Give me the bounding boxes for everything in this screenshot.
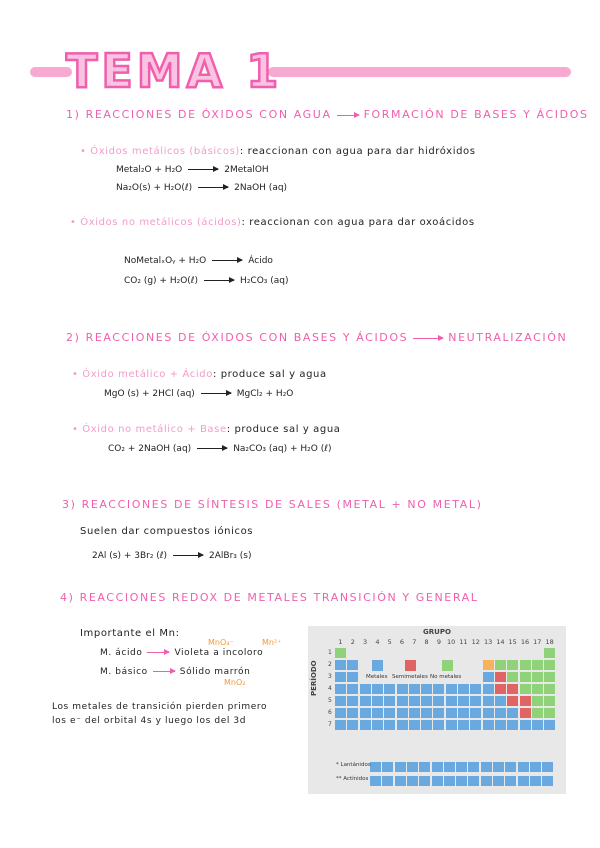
element-cell [507,708,518,718]
element-cell [335,684,346,694]
section-2-a-label: • Óxido metálico + Ácido [72,369,213,380]
f-block-cell [382,762,393,772]
title-right-bar [268,67,571,77]
f-block-cell [530,762,541,772]
period-number: 1 [328,649,332,656]
element-cell [372,720,383,730]
f-block-cell [505,762,516,772]
mn-basic-label: M. básico [100,667,148,677]
arrow-icon [201,393,231,394]
element-cell [520,720,531,730]
element-cell [409,684,420,694]
mn-basic-result: Sólido marrón [179,667,251,677]
f-block-cell [542,776,553,786]
lanthanides-label: * Lantánidos [336,762,371,768]
element-cell [335,672,346,682]
element-cell [384,684,395,694]
group-number: 1 [338,638,343,646]
arrow-icon [413,338,443,339]
legend-semimetales: Semimetales [392,674,428,680]
section-1-heading [66,108,589,121]
element-cell [520,696,531,706]
element-cell [544,648,555,658]
period-number: 3 [328,673,332,680]
f-block-cell [468,776,479,786]
group-number: 4 [375,638,380,646]
f-block-cell [432,776,443,786]
section-3-text: Suelen dar compuestos iónicos [80,526,254,537]
element-cell [458,720,469,730]
f-block-cell [456,762,467,772]
section-2-heading [66,331,567,344]
element-cell [532,660,543,670]
element-cell [372,708,383,718]
element-cell [470,696,481,706]
element-cell [421,720,432,730]
element-cell [532,708,543,718]
mn-acid-line [100,648,263,658]
group-number: 10 [447,638,456,646]
element-cell [544,660,555,670]
element-cell [372,696,383,706]
element-cell [495,708,506,718]
period-number: 7 [328,721,332,728]
equation-left: CO₂ (g) + H₂O(ℓ) [124,276,199,286]
mn-basic-line [100,667,250,677]
element-cell [495,672,506,682]
element-cell [347,720,358,730]
element-cell [544,684,555,694]
periodic-table [308,626,566,794]
arrow-icon [212,260,242,261]
element-cell [335,648,346,658]
f-block-cell [518,762,529,772]
group-number: 2 [350,638,355,646]
equation-left: MgO (s) + 2HCl (aq) [104,389,195,399]
f-block-cell [370,762,381,772]
element-cell [446,720,457,730]
equation-left: Na₂O(s) + H₂O(ℓ) [116,183,193,193]
element-cell [347,684,358,694]
element-cell [495,696,506,706]
period-number: 5 [328,697,332,704]
element-cell [360,696,371,706]
section-1-b-line [70,217,475,228]
element-cell [433,720,444,730]
element-cell [335,708,346,718]
f-block-cell [395,776,406,786]
arrow-icon [337,115,359,116]
group-number: 17 [533,638,542,646]
element-cell [544,708,555,718]
element-cell [520,660,531,670]
element-cell [495,660,506,670]
element-cell [433,684,444,694]
section-1-result: FORMACIÓN DE BASES Y ÁCIDOS [363,108,589,121]
section-4-heading: 4) REACCIONES REDOX DE METALES TRANSICIÓN Y GENERAL [60,591,479,604]
f-block-cell [395,762,406,772]
element-cell [532,720,543,730]
element-cell [532,672,543,682]
element-cell [520,708,531,718]
element-cell [446,708,457,718]
element-cell [458,696,469,706]
element-cell [397,684,408,694]
element-cell [347,696,358,706]
element-cell [544,720,555,730]
group-number: 11 [459,638,468,646]
group-number: 13 [483,638,493,646]
mno2-note: MnO₂ [224,678,246,687]
equation-left: Metal₂O + H₂O [116,165,183,175]
equation-right: 2NaOH (aq) [234,183,288,193]
f-block-cell [530,776,541,786]
element-cell [483,696,494,706]
element-cell [347,660,358,670]
section-2-title: 2) REACCIONES DE ÓXIDOS CON BASES Y ÁCIDOS [66,331,409,344]
f-block-cell [370,776,381,786]
element-cell [360,684,371,694]
mn-acid-label: M. ácido [100,648,143,658]
group-number: 8 [424,638,429,646]
mn-important: Importante el Mn: [80,628,180,639]
f-block-cell [481,776,492,786]
group-number: 14 [496,638,505,646]
element-cell [532,696,543,706]
equation-right: Ácido [248,256,273,266]
element-cell [507,672,518,682]
element-cell [335,696,346,706]
element-cell [495,684,506,694]
legend-semimetal-swatch [405,660,416,671]
group-number: 3 [363,638,368,646]
element-cell [507,720,518,730]
element-cell [360,720,371,730]
f-block-cell [518,776,529,786]
element-cell [372,684,383,694]
transition-note-line-2: los e⁻ del orbital 4s y luego los del 3d [52,716,247,726]
f-block-cell [382,776,393,786]
section-1-a-text: : reaccionan con agua para dar hidróxidos [239,146,476,157]
element-cell [544,672,555,682]
element-cell [483,720,494,730]
group-number: 6 [399,638,405,646]
f-block-cell [432,762,443,772]
arrow-icon [198,187,228,188]
element-cell [409,696,420,706]
f-block-cell [444,776,455,786]
element-cell [347,672,358,682]
element-cell [507,660,518,670]
mno4-note: MnO₄⁻ [208,638,234,647]
element-cell [470,720,481,730]
f-block-cell [481,762,492,772]
f-block-cell [542,762,553,772]
f-block-cell [444,762,455,772]
element-cell [384,696,395,706]
section-2-b-label: • Óxido no metálico + Base [72,424,227,435]
period-number: 4 [328,685,332,692]
equation-right: MgCl₂ + H₂O [236,389,294,399]
group-label: GRUPO [423,628,451,636]
group-number: 12 [471,638,480,646]
section-3-heading: 3) REACCIONES DE SÍNTESIS DE SALES (METAL + NO METAL) [62,498,483,511]
group-number: 18 [545,638,554,646]
group-number: 16 [520,638,530,646]
f-block-cell [419,776,430,786]
period-label: PERÍODO [310,660,318,696]
legend-nometal-swatch [442,660,453,671]
equation-right: 2AlBr₃ (s) [209,551,252,561]
element-cell [470,684,481,694]
f-block-cell [419,762,430,772]
element-cell [347,708,358,718]
legend-nometales: No metales [430,674,462,680]
section-1-a-label: • Óxidos metálicos (básicos) [80,146,240,157]
legend-metal-swatch [372,660,383,671]
element-cell [446,684,457,694]
element-cell [409,720,420,730]
element-cell [483,660,494,670]
element-cell [421,696,432,706]
equation-3 [92,551,251,561]
f-block-cell [505,776,516,786]
page-title: TEMA 1 [66,44,283,98]
f-block-cell [407,776,418,786]
section-2-result: NEUTRALIZACIÓN [448,331,568,344]
element-cell [384,708,395,718]
element-cell [507,684,518,694]
f-block-cell [493,762,504,772]
equation-right: 2MetalOH [224,165,269,175]
equation-1a-2 [116,183,287,193]
element-cell [532,684,543,694]
element-cell [433,708,444,718]
arrow-icon [197,448,227,449]
element-cell [458,708,469,718]
arrow-icon [204,280,234,281]
element-cell [335,660,346,670]
element-cell [544,696,555,706]
section-2-b-text: : produce sal y agua [226,424,341,435]
element-cell [335,720,346,730]
transition-note-line-1: Los metales de transición pierden primero [52,702,268,712]
equation-right: H₂CO₃ (aq) [240,276,289,286]
mn2-note: Mn²⁺ [262,638,282,647]
arrow-icon [173,555,203,556]
element-cell [446,696,457,706]
element-cell [397,696,408,706]
element-cell [483,672,494,682]
equation-2a [104,389,293,399]
equation-right: Na₂CO₃ (aq) + H₂O (ℓ) [233,444,332,454]
element-cell [397,720,408,730]
equation-1a-1 [116,165,269,175]
element-cell [520,684,531,694]
element-cell [384,720,395,730]
section-1-b-label: • Óxidos no metálicos (ácidos) [70,217,242,228]
arrow-icon [188,169,218,170]
equation-left: 2Al (s) + 3Br₂ (ℓ) [92,551,168,561]
period-number: 6 [328,709,332,716]
equation-left: NoMetalₓOᵧ + H₂O [124,256,207,266]
element-cell [495,720,506,730]
arrow-icon [153,671,175,672]
group-number: 9 [436,638,441,646]
element-cell [409,708,420,718]
arrow-icon [147,652,169,653]
group-number: 7 [412,638,417,646]
equation-left: CO₂ + 2NaOH (aq) [108,444,192,454]
element-cell [483,684,494,694]
element-cell [421,684,432,694]
element-cell [433,696,444,706]
element-cell [397,708,408,718]
f-block-cell [493,776,504,786]
element-cell [520,672,531,682]
section-2-b-line [72,424,341,435]
section-1-a-line [80,146,476,157]
equation-1b-2 [124,276,289,286]
equation-1b-1 [124,256,273,266]
equation-2b [108,444,331,454]
element-cell [483,708,494,718]
mn-acid-result: Violeta a incoloro [174,648,264,658]
f-block-cell [456,776,467,786]
element-cell [421,708,432,718]
element-cell [470,708,481,718]
section-1-b-text: : reaccionan con agua para dar oxoácidos [241,217,475,228]
section-2-a-text: : produce sal y agua [212,369,327,380]
section-2-a-line [72,369,327,380]
actinides-label: ** Actínidos [336,776,369,782]
section-1-title: 1) REACCIONES DE ÓXIDOS CON AGUA [66,108,332,121]
group-number: 5 [387,638,392,646]
f-block-cell [407,762,418,772]
group-number: 15 [508,638,517,646]
legend-metales: Metales [366,674,388,680]
period-number: 2 [328,661,332,668]
element-cell [458,684,469,694]
f-block-cell [468,762,479,772]
element-cell [360,708,371,718]
element-cell [507,696,518,706]
